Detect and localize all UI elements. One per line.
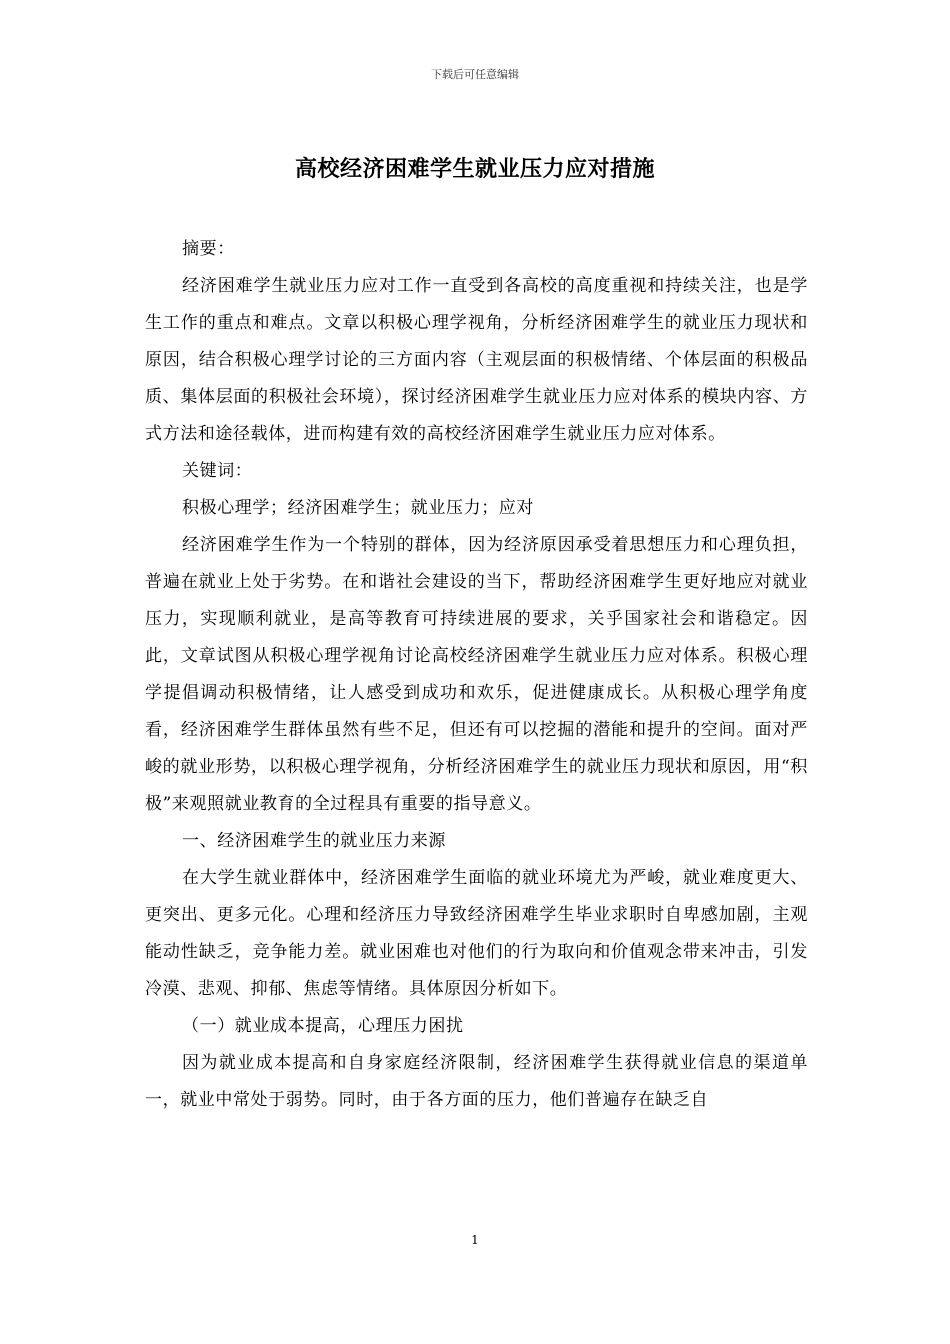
keywords-label: 关键词： — [182, 461, 253, 481]
subsection-heading-1: （一）就业成本提高，心理压力困扰 — [182, 1016, 464, 1036]
document-body — [145, 231, 808, 1119]
section-1-paragraph: 在大学生就业群体中，经济困难学生面临的就业环境尤为严峻，就业难度更大、更突出、更多元化。心理和经济压力导致经济困难学生毕业求职时自卑感加剧，主观能动性缺乏，竞争能力差。就业困难也对他们的行为取向和价值观念带来冲击，引发冷漠、悲观、抑郁、焦虑等情绪。具体原因分析如下。 — [145, 868, 808, 999]
keywords-list: 积极心理学；经济困难学生；就业压力；应对 — [182, 498, 534, 518]
abstract-label: 摘要： — [182, 239, 235, 259]
intro-paragraph: 经济困难学生作为一个特别的群体，因为经济原因承受着思想压力和心理负担，普遍在就业上处于劣势。在和谐社会建设的当下，帮助经济困难学生更好地应对就业压力，实现顺利就业，是高等教育可持续进展的要求，关乎国家社会和谐稳定。因此，文章试图从积极心理学视角讨论高校经济困难学生就业压力应对体系。积极心理学提倡调动积极情绪，让人感受到成功和欢乐，促进健康成长。从积极心理学角度看，经济困难学生群体虽然有些不足，但还有可以挖掘的潜能和提升的空间。面对严峻的就业形势，以积极心理学视角，分析经济困难学生的就业压力现状和原因，用“积极”来观照就业教育的全过程具有重要的指导意义。 — [145, 535, 808, 814]
page-header-note: 下载后可任意编辑 — [431, 68, 519, 81]
section-heading-1: 一、经济困难学生的就业压力来源 — [182, 831, 446, 851]
document-title: 高校经济困难学生就业压力应对措施 — [294, 157, 655, 182]
page-number: 1 — [471, 1233, 479, 1247]
abstract-paragraph: 经济困难学生就业压力应对工作一直受到各高校的高度重视和持续关注，也是学生工作的重点和难点。文章以积极心理学视角，分析经济困难学生的就业压力现状和原因，结合积极心理学讨论的三方面内容（主观层面的积极情绪、个体层面的积极品质、集体层面的积极社会环境），探讨经济困难学生就业压力应对体系的模块内容、方式方法和途径载体，进而构建有效的高校经济困难学生就业压力应对体系。 — [145, 276, 808, 444]
subsection-1-paragraph: 因为就业成本提高和自身家庭经济限制，经济困难学生获得就业信息的渠道单一，就业中常处于弱势。同时，由于各方面的压力，他们普遍存在缺乏自 — [145, 1053, 808, 1110]
